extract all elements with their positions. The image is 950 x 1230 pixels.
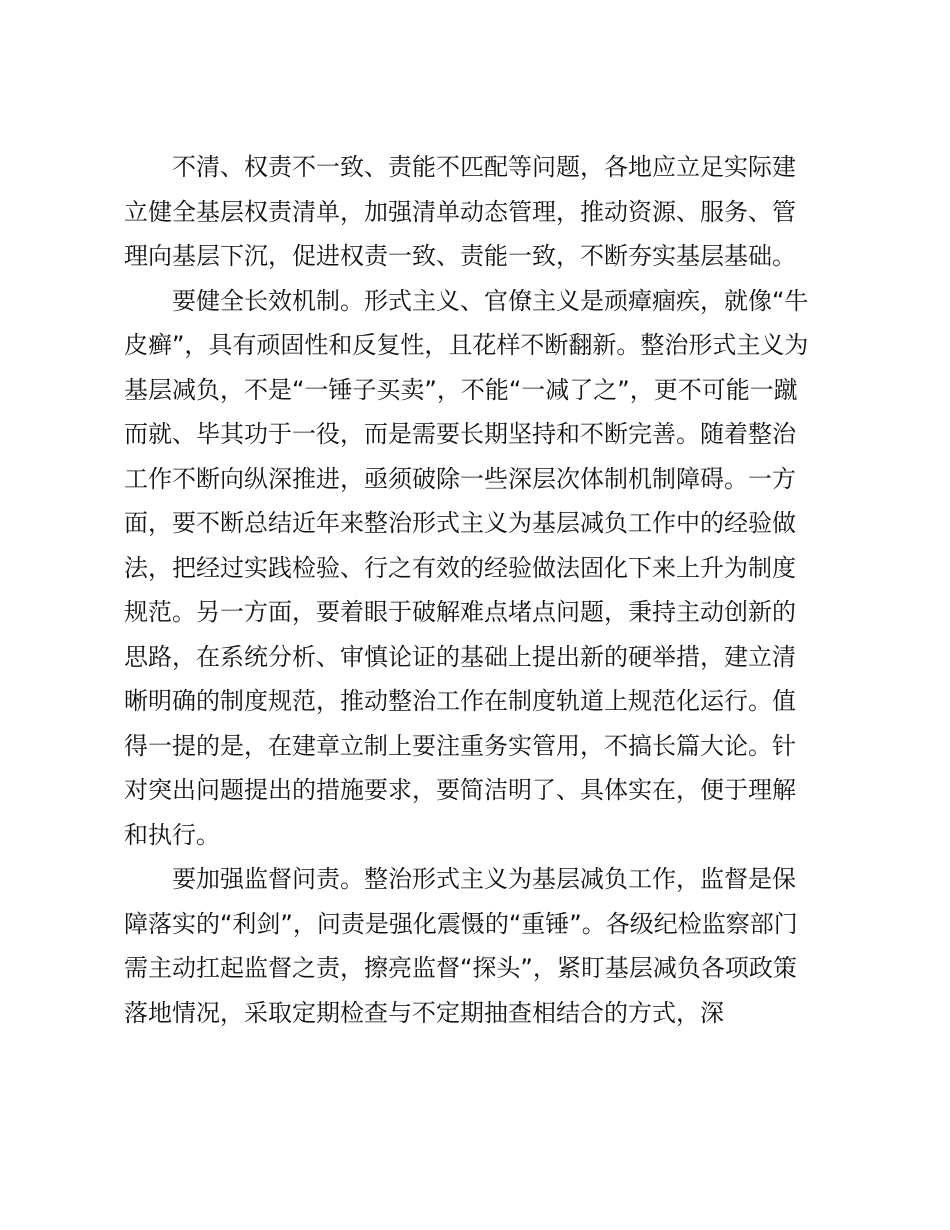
text-line: 得一提的是，在建章立制上要注重务实管用，不搞长篇大论。针 [124, 731, 796, 760]
paragraph-start-line: 要健全长效机制。形式主义、官僚主义是顽瘴痼疾，就像“牛 [172, 286, 809, 315]
text-line: 思路，在系统分析、审慎论证的基础上提出新的硬举措，建立清 [124, 642, 796, 671]
text-line: 皮癣”，具有顽固性和反复性，且花样不断翻新。整治形式主义为 [124, 331, 809, 359]
text-line: 晰明确的制度规范，推动整治工作在制度轨道上规范化运行。值 [124, 687, 796, 715]
text-line: 工作不断向纵深推进，亟须破除一些深层次体制机制障碍。一方 [124, 464, 796, 493]
text-line: 障落实的“利剑”，问责是强化震慑的“重锤”。各级纪检监察部门 [124, 909, 798, 938]
text-line: 理向基层下沉，促进权责一致、责能一致，不断夯实基层基础。 [124, 242, 796, 270]
text-line: 面，要不断总结近年来整治形式主义为基层减负工作中的经验做 [124, 509, 796, 537]
text-line: 立健全基层权责清单，加强清单动态管理，推动资源、服务、管 [124, 197, 796, 226]
text-line: 基层减负，不是“一锤子买卖”，不能“一减了之”，更不可能一蹴 [124, 375, 798, 404]
text-line: 需主动扛起监督之责，擦亮监督“探头”，紧盯基层减负各项政策 [124, 954, 797, 982]
body-text [124, 145, 844, 1035]
text-line: 不清、权责不一致、责能不匹配等问题，各地应立足实际建 [172, 153, 796, 181]
text-line: 规范。另一方面，要着眼于破解难点堵点问题，秉持主动创新的 [124, 598, 796, 626]
text-line: 落地情况，采取定期检查与不定期抽查相结合的方式，深 [124, 998, 724, 1027]
text-line: 和执行。 [124, 820, 220, 849]
text-line: 对突出问题提出的措施要求，要简洁明了、具体实在，便于理解 [124, 776, 796, 804]
paragraph-start-line: 要加强监督问责。整治形式主义为基层减负工作，监督是保 [172, 865, 796, 893]
text-line: 法，把经过实践检验、行之有效的经验做法固化下来上升为制度 [124, 553, 796, 582]
text-line: 而就、毕其功于一役，而是需要长期坚持和不断完善。随着整治 [124, 420, 796, 448]
